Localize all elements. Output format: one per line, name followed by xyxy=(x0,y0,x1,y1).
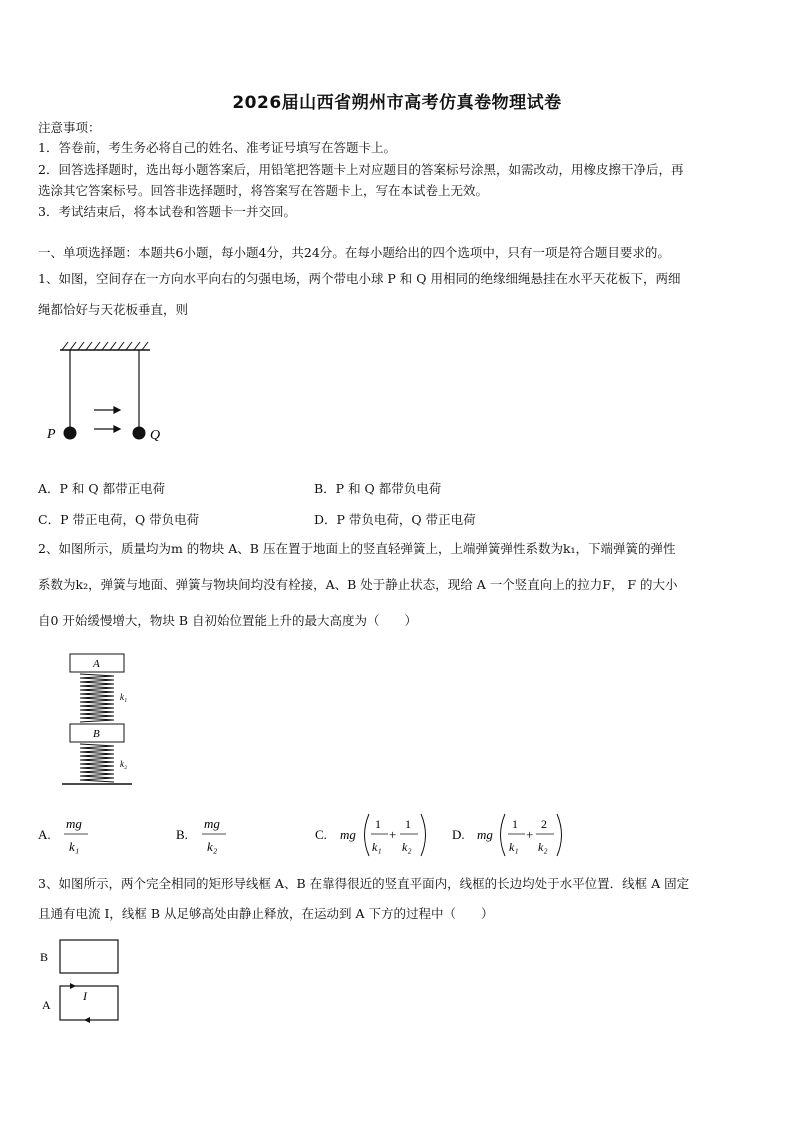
notice-item-2: 2．回答选择题时，选出每小题答案后，用铅笔把答题卡上对应题目的答案标号涂黑，如需改动，用橡皮擦干净后，再 xyxy=(38,162,684,177)
q3-stem-line2: 且通有电流 I，线框 B 从足够高处由静止释放，在运动到 A 下方的过程中（ ） xyxy=(38,906,494,921)
svg-text:1: 1 xyxy=(512,817,518,831)
label-q: Q xyxy=(150,428,161,443)
svg-text:k₁: k₁ xyxy=(372,840,382,854)
q3-stem-line1: 3、如图所示，两个完全相同的矩形导线框 A、B 在靠得很近的竖直平面内，线框的长边均处于水平位置．线框 A 固定 xyxy=(38,876,690,891)
frame-b-label: B xyxy=(40,950,49,964)
svg-text:D.: D. xyxy=(452,827,465,842)
q2-options xyxy=(36,808,576,864)
label-p: P xyxy=(47,427,56,442)
notice-item-2-cont: 选涂其它答案标号。回答非选择题时，将答案写在答题卡上，写在本试卷上无效。 xyxy=(38,183,489,198)
svg-text:1: 1 xyxy=(375,817,381,831)
k1-label: k₁ xyxy=(120,692,128,702)
q1-option-b[interactable]: B．P 和 Q 都带负电荷 xyxy=(314,481,442,496)
block-a-label: A xyxy=(93,658,100,670)
svg-text:k₁: k₁ xyxy=(509,840,519,854)
frame-a xyxy=(60,986,118,1020)
q2-option-b[interactable] xyxy=(176,816,226,854)
q2-stem-line3: 自0 开始缓慢增大，物块 B 自初始位置能上升的最大高度为（ ） xyxy=(38,613,418,628)
q1-stem-line2: 绳都恰好与天花板垂直，则 xyxy=(38,302,189,317)
ball-p xyxy=(64,427,77,440)
q2-option-a[interactable] xyxy=(38,816,88,854)
svg-text:1: 1 xyxy=(405,817,411,831)
page-title: 2026届山西省朔州市高考仿真卷物理试卷 xyxy=(232,93,562,113)
k2-label: k₂ xyxy=(120,759,128,769)
ball-q xyxy=(133,427,146,440)
svg-text:B.: B. xyxy=(176,827,188,842)
svg-text:mg: mg xyxy=(477,827,493,842)
svg-text:2: 2 xyxy=(541,817,547,831)
current-label: I xyxy=(83,989,87,1003)
q1-figure xyxy=(40,336,180,446)
frame-a-label: A xyxy=(42,998,51,1012)
field-arrows xyxy=(94,407,120,446)
svg-text:k₂: k₂ xyxy=(402,840,412,854)
spring-k1 xyxy=(80,674,114,722)
q2-figure xyxy=(60,652,150,787)
q1-option-d[interactable]: D．P 带负电荷，Q 带正电荷 xyxy=(314,512,476,527)
svg-text:mg: mg xyxy=(204,816,220,831)
svg-text:k₂: k₂ xyxy=(538,840,548,854)
frame-b xyxy=(60,940,118,973)
svg-text:mg: mg xyxy=(66,816,82,831)
block-b-label: B xyxy=(93,728,100,740)
svg-text:C.: C. xyxy=(315,827,327,842)
q3-figure xyxy=(36,936,136,1028)
q1-stem-line1: 1、如图，空间存在一方向水平向右的匀强电场，两个带电小球 P 和 Q 用相同的绝缘细绳悬挂在水平天花板下，两细 xyxy=(38,271,681,286)
svg-text:+: + xyxy=(389,827,397,842)
notice-item-1: 1．答卷前，考生务必将自己的姓名、准考证号填写在答题卡上。 xyxy=(38,140,396,155)
notice-item-3: 3．考试结束后，将本试卷和答题卡一并交回。 xyxy=(38,204,296,219)
section-heading: 一、单项选择题：本题共6小题，每小题4分，共24分。在每小题给出的四个选项中，只有一项是符合题目要求的。 xyxy=(38,245,670,260)
q1-option-a[interactable]: A．P 和 Q 都带正电荷 xyxy=(38,481,166,496)
svg-text:A.: A. xyxy=(38,827,51,842)
svg-text:mg: mg xyxy=(340,827,356,842)
notice-heading: 注意事项： xyxy=(38,120,101,135)
svg-text:k₁: k₁ xyxy=(69,839,80,854)
svg-text:+: + xyxy=(526,827,534,842)
spring-k2 xyxy=(80,744,114,782)
q2-stem-line1: 2、如图所示，质量均为m 的物块 A、B 压在置于地面上的竖直轻弹簧上，上端弹簧弹性系数为k₁，下端弹簧的弹性 xyxy=(38,541,676,556)
svg-text:k₂: k₂ xyxy=(207,839,218,854)
q2-stem-line2: 系数为k₂，弹簧与地面、弹簧与物块间均没有栓接，A、B 处于静止状态，现给 A 一个竖直向上的拉力F， F 的大小 xyxy=(38,577,678,592)
q2-option-d[interactable] xyxy=(452,814,562,856)
q1-option-c[interactable]: C．P 带正电荷，Q 带负电荷 xyxy=(38,512,200,527)
q2-option-c[interactable] xyxy=(315,814,426,856)
